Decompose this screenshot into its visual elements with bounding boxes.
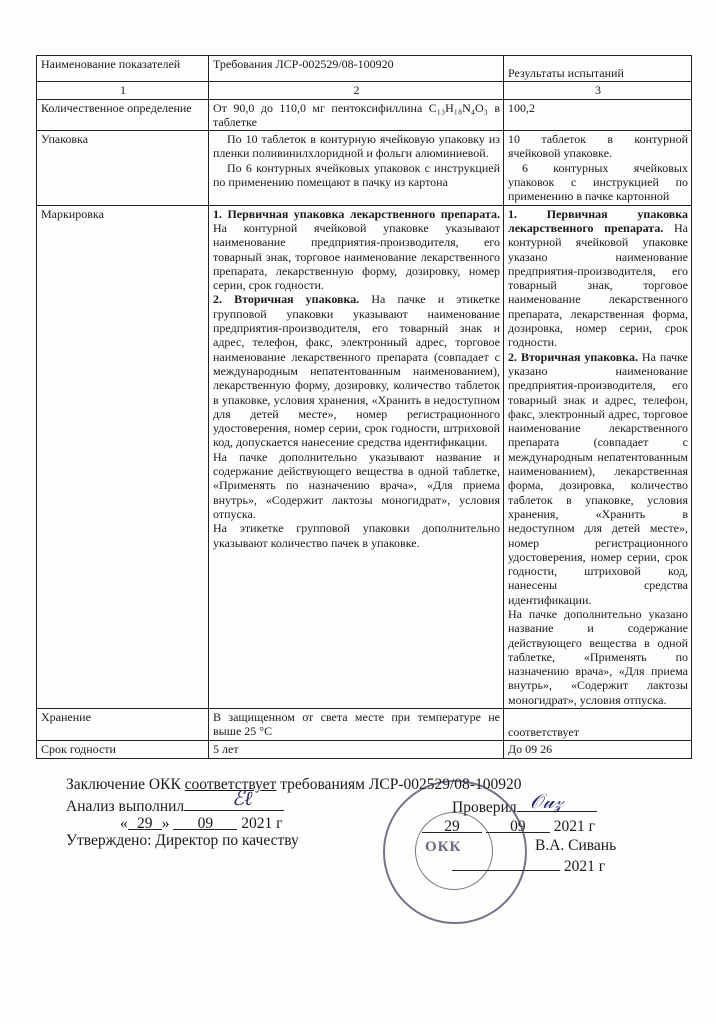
req-text: От 90,0 до 110,0 мг пентоксифиллина bbox=[213, 100, 423, 115]
result-heading: 1. Первичная упаковка лекарственного препарата. bbox=[508, 206, 688, 235]
checker-signature: 𝒪𝓊𝓏 bbox=[530, 789, 564, 813]
column-number-1: 1 bbox=[37, 82, 209, 99]
result-paragraph: 6 контурных ячейковых упаковок с инструкцией по применению в пачке картонной bbox=[508, 160, 688, 204]
stamp-text: ОКК bbox=[425, 839, 462, 855]
row-shelf-life bbox=[37, 741, 692, 758]
result-paragraph: 1. Первичная упаковка лекарственного препарата. На контурной ячейковой упаковке указано наименование предприятия-производителя, его товарный знак, торговое наименование лекарственного препарата, лекарственная форма, дозировка, номер серии, срок годности. bbox=[508, 206, 688, 350]
row-result bbox=[504, 205, 692, 708]
date-day: 29 bbox=[128, 815, 162, 830]
date-month: 09 bbox=[173, 815, 237, 830]
approved-line: Утверждено: Директор по качеству bbox=[66, 832, 299, 849]
row-name: Маркировка bbox=[37, 205, 209, 708]
req-suffix: в таблетке bbox=[213, 100, 501, 129]
approved-year: 2021 г bbox=[563, 858, 606, 875]
row-result bbox=[504, 131, 692, 205]
analyst-signature: ℰℓ bbox=[232, 786, 253, 810]
date-year: 2021 г bbox=[241, 815, 283, 832]
row-result: До 09 26 bbox=[504, 741, 692, 758]
req-paragraph: На этикетке групповой упаковки дополнительно указывают количество пачек в упаковке. bbox=[213, 521, 500, 550]
okk-stamp bbox=[383, 780, 527, 924]
row-requirement: В защищенном от света месте при температуре не выше 25 °С bbox=[209, 709, 504, 741]
conclusion-line: Заключение ОКК соответствует требованиям ЛСР-002529/08-100920 bbox=[66, 776, 522, 793]
row-storage bbox=[37, 709, 692, 741]
row-name: Упаковка bbox=[37, 131, 209, 205]
checked-year: 2021 г bbox=[553, 818, 595, 835]
result-paragraph: 10 таблеток в контурной ячейковой упаковке. bbox=[508, 132, 688, 161]
req-heading: 1. Первичная упаковка лекарственного препарата. bbox=[213, 206, 500, 221]
analysis-date: « 29 » 09 2021 г bbox=[120, 815, 283, 832]
number-row bbox=[37, 82, 692, 99]
specification-table bbox=[36, 55, 692, 759]
row-result: соответствует bbox=[504, 709, 692, 741]
column-number-2: 2 bbox=[209, 82, 504, 99]
row-result: 100,2 bbox=[504, 99, 692, 131]
header-row bbox=[37, 56, 692, 82]
result-heading: 2. Вторичная упаковка. bbox=[508, 349, 638, 364]
row-requirement bbox=[209, 99, 504, 131]
row-requirement: 5 лет bbox=[209, 741, 504, 758]
row-marking bbox=[37, 205, 692, 708]
req-paragraph: 2. Вторичная упаковка. На пачке и этикетке групповой упаковки указывают наименование предприятия-производителя, его товарный знак и адрес, телефон, факс, электронный адрес, торговое наименование лекарственного препарата (совпадает с международным непатентованным наименованием), лекарственную форму, дозировку, количество таблеток в упаковке, условия хранения, «Хранить в недоступном для детей месте», номер регистрационного удостоверения, номер серии, срок годности, штриховой код, допускается нанесение средства идентификации. bbox=[213, 292, 500, 450]
req-paragraph: По 6 контурных ячейковых упаковок с инструкцией по применению помещают в пачку из картона bbox=[213, 160, 500, 190]
header-indicator: Наименование показателей bbox=[37, 56, 209, 82]
req-paragraph: На пачке дополнительно указывают название и содержание действующего вещества в одной таблетке, «Применять по назначению врача», «Для приема внутрь», «Содержит лактозы моногидрат», условия отпуска. bbox=[213, 449, 500, 521]
checked-label: Проверил bbox=[452, 799, 517, 816]
row-requirement bbox=[209, 131, 504, 205]
conclusion-verdict: соответствует bbox=[184, 776, 277, 793]
req-paragraph: По 10 таблеток в контурную ячейковую упаковку из пленки поливинилхлоридной и фольги алюминиевой. bbox=[213, 132, 500, 161]
row-requirement bbox=[209, 205, 504, 708]
header-results: Результаты испытаний bbox=[504, 56, 692, 82]
director-name: В.А. Сивань bbox=[535, 837, 617, 854]
result-paragraph: 2. Вторичная упаковка. На пачке указано наименование предприятия-производителя, его товарный знак и адрес, телефон, факс, электронный адрес, торговое наименование лекарственного препарата (совпадает с международным непатентованным наименованием), лекарственная форма, дозировка, количество таблеток в упаковке, условия хранения, «Хранить в недоступном для детей месте», номер регистрационного удостоверения, номер серии, срок годности, штриховой код, нанесены средства идентификации. bbox=[508, 349, 688, 607]
checked-month: 09 bbox=[486, 818, 550, 833]
checked-day: 29 bbox=[422, 818, 482, 833]
req-paragraph: 1. Первичная упаковка лекарственного препарата. На контурной ячейковой упаковке указывают наименование предприятия-производителя, его товарный знак, торговое наименование лекарственного препарата, лекарственную форму, дозировку, номер серии, срок годности. bbox=[213, 206, 500, 293]
analysis-label: Анализ выполнил bbox=[66, 798, 185, 815]
row-quantitative bbox=[37, 99, 692, 131]
result-paragraph: На пачке дополнительно указано название и содержание действующего вещества в одной таблетке, «Применять по назначению врача», «Для приема внутрь», «Содержит лактозы моногидрат», условия отпуска. bbox=[508, 606, 688, 707]
header-requirements: Требования ЛСР-002529/08-100920 bbox=[209, 56, 504, 82]
chemical-formula: C₁₃H₁₈N₄O₃ bbox=[428, 100, 488, 115]
req-heading: 2. Вторичная упаковка. bbox=[213, 292, 360, 307]
column-number-3: 3 bbox=[504, 82, 692, 99]
row-name: Хранение bbox=[37, 709, 209, 741]
row-name: Срок годности bbox=[37, 741, 209, 758]
row-name: Количественное определение bbox=[37, 99, 209, 131]
row-packaging bbox=[37, 131, 692, 205]
